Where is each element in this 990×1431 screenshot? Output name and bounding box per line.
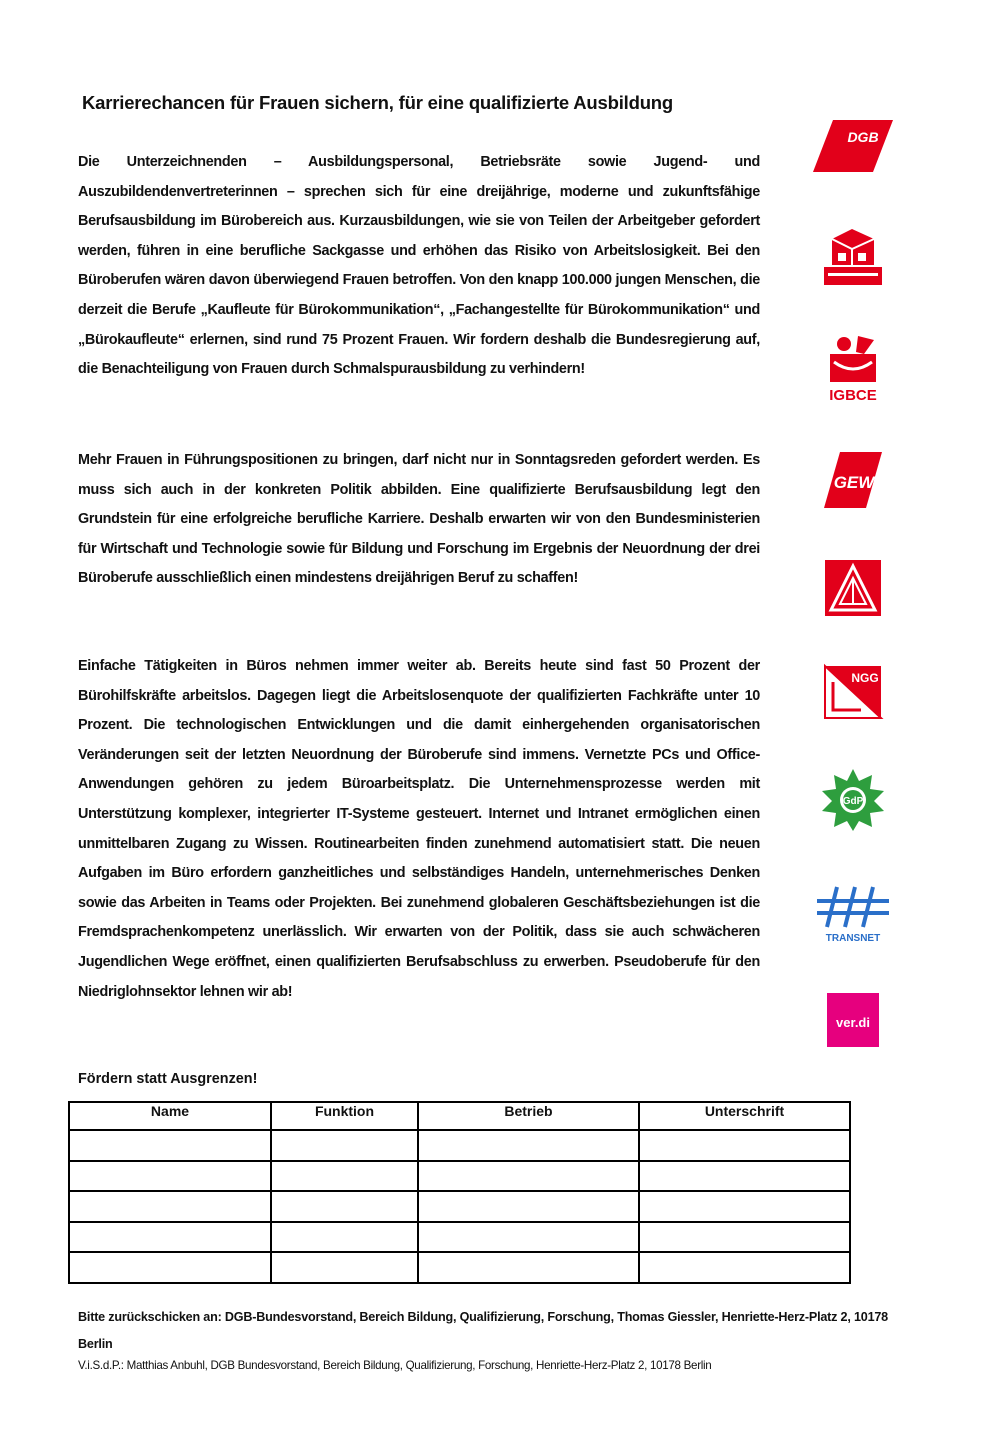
company-cell[interactable] <box>418 1222 639 1253</box>
igbce-logo-text: IGBCE <box>829 387 877 404</box>
paragraph-career: Mehr Frauen in Führungspositionen zu bringen, darf nicht nur in Sonntagsreden gefordert werden. Es muss sich auch in der konkreten Politik abbilden. Eine qualifizierte Berufsausbildung legt den Grundstein für eine erfolgreiche berufliche Karriere. Deshalb erwarten wir von den Bundesministerien für Wirtschaft und Technologie sowie für Bildung und Forschung im Ergebnis der Neuordnung der drei Büroberufe ausschließlich einen mindestens dreijährigen Beruf zu schaffen! <box>78 452 760 587</box>
call-to-action: Fördern statt Ausgrenzen! <box>78 1071 258 1087</box>
signature-cell[interactable] <box>639 1222 850 1253</box>
paragraph-intro: Die Unterzeichnenden – Ausbildungspersonal, Betriebsräte sowie Jugend- und Auszubildendenvertreterinnen – sprechen sich für eine dreijährige, moderne und zukunftsfähige Berufsausbildung im Bürobereich aus. Kurzausbildungen, wie sie von Teilen der Arbeitgeber gefordert werden, führen in eine berufliche Sackgasse und erhöhen das Risiko von Arbeitslosigkeit. Bei den Büroberufen wären davon überwiegend Frauen betroffen. Von den knapp 100.000 jungen Menschen, die derzeit die Berufe „Kaufleute für Bürokommunikation“, „Fachangestellte für Bürokommunikation“ und „Bürokaufleute“ erlernen, sind rund 75 Prozent Frauen. Wir fordern deshalb die Bundesregierung auf, die Benachteiligung von Frauen durch Schmalspurausbildung zu verhindern! <box>78 154 760 378</box>
table-row <box>69 1161 850 1192</box>
table-row <box>69 1130 850 1161</box>
imprint: V.i.S.d.P.: Matthias Anbuhl, DGB Bundesvorstand, Bereich Bildung, Qualifizierung, Forschung, Henriette-Herz-Platz 2, 10178 Berlin <box>78 1359 712 1372</box>
signature-cell[interactable] <box>639 1252 850 1283</box>
igmetall-logo-icon <box>808 552 898 624</box>
table-row <box>69 1222 850 1253</box>
igbce-logo-icon <box>808 332 898 404</box>
table-header-row <box>69 1102 850 1130</box>
company-cell[interactable] <box>418 1130 639 1161</box>
signature-cell[interactable] <box>639 1191 850 1222</box>
gdp-logo-text: GdP <box>842 796 864 807</box>
gdp-logo-icon <box>808 764 898 836</box>
column-header-company: Betrieb <box>418 1102 639 1130</box>
function-cell[interactable] <box>271 1130 418 1161</box>
name-cell[interactable] <box>69 1161 271 1192</box>
table-row <box>69 1191 850 1222</box>
name-cell[interactable] <box>69 1130 271 1161</box>
name-cell[interactable] <box>69 1252 271 1283</box>
verdi-logo-text: ver.di <box>836 1015 870 1030</box>
function-cell[interactable] <box>271 1252 418 1283</box>
ngg-logo-icon <box>808 656 898 728</box>
page-title: Karrierechancen für Frauen sichern, für eine qualifizierte Ausbildung <box>82 92 674 113</box>
company-cell[interactable] <box>418 1252 639 1283</box>
svg-text:DGB: DGB <box>847 129 879 145</box>
signature-cell[interactable] <box>639 1130 850 1161</box>
table-row <box>69 1252 850 1283</box>
name-cell[interactable] <box>69 1222 271 1253</box>
dgb-logo-icon <box>808 110 898 182</box>
transnet-logo-text: TRANSNET <box>825 933 881 944</box>
signature-cell[interactable] <box>639 1161 850 1192</box>
company-cell[interactable] <box>418 1191 639 1222</box>
verdi-logo-icon <box>808 984 898 1056</box>
column-header-function: Funktion <box>271 1102 418 1130</box>
transnet-logo-icon <box>808 878 898 950</box>
return-address: Bitte zurückschicken an: DGB-Bundesvorstand, Bereich Bildung, Qualifizierung, Forschung, Thomas Giessler, Henriette-Herz-Platz 2, 10178 Berlin <box>78 1310 888 1351</box>
function-cell[interactable] <box>271 1161 418 1192</box>
igbau-logo-icon <box>808 220 898 292</box>
function-cell[interactable] <box>271 1222 418 1253</box>
company-cell[interactable] <box>418 1161 639 1192</box>
name-cell[interactable] <box>69 1191 271 1222</box>
column-header-signature: Unterschrift <box>639 1102 850 1130</box>
ngg-logo-text: NGG <box>851 671 879 685</box>
function-cell[interactable] <box>271 1191 418 1222</box>
gew-logo-text: GEW <box>833 473 875 492</box>
column-header-name: Name <box>69 1102 271 1130</box>
gew-logo-icon <box>808 444 898 516</box>
paragraph-office-work: Einfache Tätigkeiten in Büros nehmen immer weiter ab. Bereits heute sind fast 50 Prozent der Bürohilfskräfte arbeitslos. Dagegen liegt die Arbeitslosenquote der qualifizierten Fachkräfte unter 10 Prozent. Die technologischen Entwicklungen und die damit einhergehenden organisatorischen Veränderungen seit der letzten Neuordnung der Büroberufe sind immens. Vernetzte PCs und Office-Anwendungen gehören zu jedem Büroarbeitsplatz. Die Unternehmensprozesse werden mit Unterstützung komplexer, integrierter IT-Systeme gesteuert. Internet und Intranet ermöglichen einen unmittelbaren Zugang zu Wissen. Routinearbeiten finden zunehmend automatisiert statt. Die neuen Aufgaben im Büro erfordern ganzheitliches und selbständiges Handeln, unternehmerisches Denken sowie das Arbeiten in Teams oder Projekten. Bei zunehmend globaleren Geschäftsbeziehungen ist die Fremdsprachenkompetenz unerlässlich. Wir erwarten von der Politik, dass sie auch schwächeren Jugendlichen Wege eröffnet, einen qualifizierten Berufsabschluss zu erwerben. Pseudoberufe für den Niedriglohnsektor lehnen wir ab! <box>78 658 760 1000</box>
signature-table <box>68 1101 851 1284</box>
